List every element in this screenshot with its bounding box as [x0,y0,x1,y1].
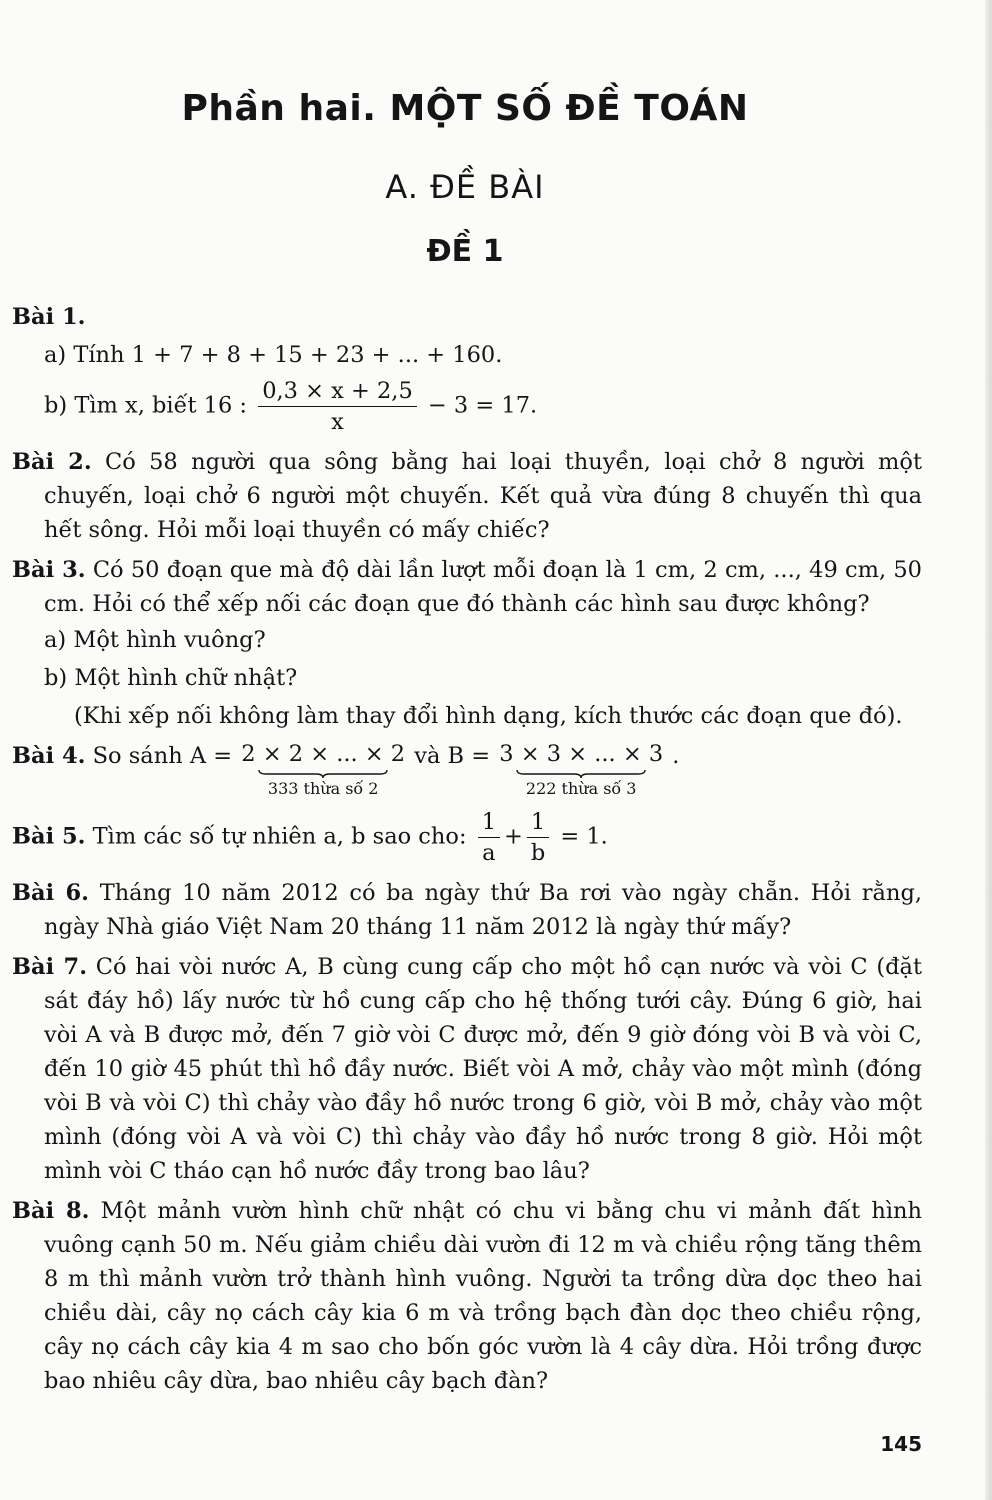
problem-5-prefix: Tìm các số tự nhiên a, b sao cho: [92,823,467,850]
problem-2-label: Bài 2. [12,449,92,475]
problem-3-part-a: a) Một hình vuông? [44,627,266,653]
problem-8 [12,1194,922,1398]
problem-8-label: Bài 8. [12,1198,90,1224]
problem-3-part-b: b) Một hình chữ nhật? [44,665,298,691]
problem-6-text: Tháng 10 năm 2012 có ba ngày thứ Ba rơi vào ngày chẵn. Hỏi rằng, ngày Nhà giáo Việt Nam 20 tháng 11 năm 2012 là ngày thứ mấy? [44,880,922,940]
problem-1-label: Bài 1. [12,304,86,330]
underbrace-a [258,769,388,779]
fraction-numerator: 1 [527,807,549,838]
product-a-caption: 333 thừa số 2 [267,779,379,798]
problem-3-label: Bài 3. [12,557,86,583]
problem-6-label: Bài 6. [12,880,89,906]
problem-4-label: Bài 4. [12,743,86,769]
fraction-denominator: x [331,409,344,435]
problem-3 [12,553,922,733]
problem-1-b-prefix: b) Tìm x, biết 16 : [44,392,248,419]
problem-1-part-b [12,376,922,437]
problem-4 [12,739,922,797]
problem-4-prefix: So sánh A = [92,743,233,769]
problem-7 [12,950,922,1188]
product-a-expression: 2 × 2 × ... × 2 [241,741,406,767]
problem-4-end: . [672,743,680,769]
product-a [241,739,405,799]
problem-5-label: Bài 5. [12,823,86,850]
problem-7-label: Bài 7. [12,954,88,980]
problem-1-part-a: a) Tính 1 + 7 + 8 + 15 + 23 + ... + 160. [44,342,503,368]
problem-3-text: Có 50 đoạn que mà độ dài lần lượt mỗi đoạn là 1 cm, 2 cm, ..., 49 cm, 50 cm. Hỏi có thể xếp nối các đoạn que đó thành các hình sau được không? [44,557,922,617]
problem-7-text: Có hai vòi nước A, B cùng cung cấp cho một hồ cạn nước và vòi C (đặt sát đáy hồ) lấy nước từ hồ cung cấp cho hệ thống tưới cây. Đúng 6 giờ, hai vòi A và B được mở, đến 7 giờ vòi C được mở, đến 9 giờ đóng vòi B và vòi C, đến 10 giờ 45 phút thì hồ đầy nước. Biết vòi A mở, chảy vào một mình (đóng vòi B và vòi C) thì chảy vào đầy hồ nước trong 6 giờ, vòi B mở, chảy vào một mình (đóng vòi A và vòi C) thì chảy vào đầy hồ nước trong 8 giờ. Hỏi một mình vòi C tháo cạn hồ nước đầy trong bao lâu? [44,954,923,1184]
product-b-expression: 3 × 3 × ... × 3 [499,741,664,767]
page-edge-shadow [985,0,992,1500]
underbrace-b [516,769,646,779]
problem-5-suffix: = 1. [560,823,608,850]
fraction-1-over-b [527,807,549,868]
problem-2 [12,445,922,547]
problem-6 [12,876,922,944]
plus-sign: + [504,823,523,850]
problem-3-note: (Khi xếp nối không làm thay đổi hình dạng, kích thước các đoạn que đó). [74,703,903,729]
fraction-numerator: 1 [478,807,500,838]
problem-3-statement [12,553,922,621]
product-b-caption: 222 thừa số 3 [525,779,637,798]
problem-list [12,300,922,1404]
page-number: 145 [880,1432,922,1456]
problem-2-text: Có 58 người qua sông bằng hai loại thuyền, loại chở 8 người một chuyến, loại chở 6 người một chuyến. Kết quả vừa đúng 8 chuyến thì qua hết sông. Hỏi mỗi loại thuyền có mấy chiếc? [44,449,922,543]
problem-4-mid: và B = [414,743,491,769]
exam-title: ĐỀ 1 [426,234,504,269]
fraction-denominator: b [530,840,546,866]
section-title: A. ĐỀ BÀI [385,168,545,206]
problem-1-fraction [258,376,417,437]
product-b [499,739,663,799]
part-title: Phần hai. MỘT SỐ ĐỀ TOÁN [181,88,749,129]
fraction-numerator: 0,3 × x + 2,5 [258,376,417,407]
problem-5 [12,807,922,868]
problem-8-text: Một mảnh vườn hình chữ nhật có chu vi bằng chu vi mảnh đất hình vuông cạnh 50 m. Nếu giảm chiều dài vườn đi 12 m và chiều rộng tăng thêm 8 m thì mảnh vườn trở thành hình vuông. Người ta trồng dừa dọc theo hai chiều dài, cây nọ cách cây kia 6 m và trồng bạch đàn dọc theo chiều rộng, cây nọ cách cây kia 4 m sao cho bốn góc vườn là 4 cây dừa. Hỏi trồng được bao nhiêu cây dừa, bao nhiêu cây bạch đàn? [44,1198,923,1394]
fraction-1-over-a [478,807,500,868]
problem-1 [12,300,922,437]
fraction-denominator: a [482,840,496,866]
problem-1-b-suffix: − 3 = 17. [427,392,538,419]
